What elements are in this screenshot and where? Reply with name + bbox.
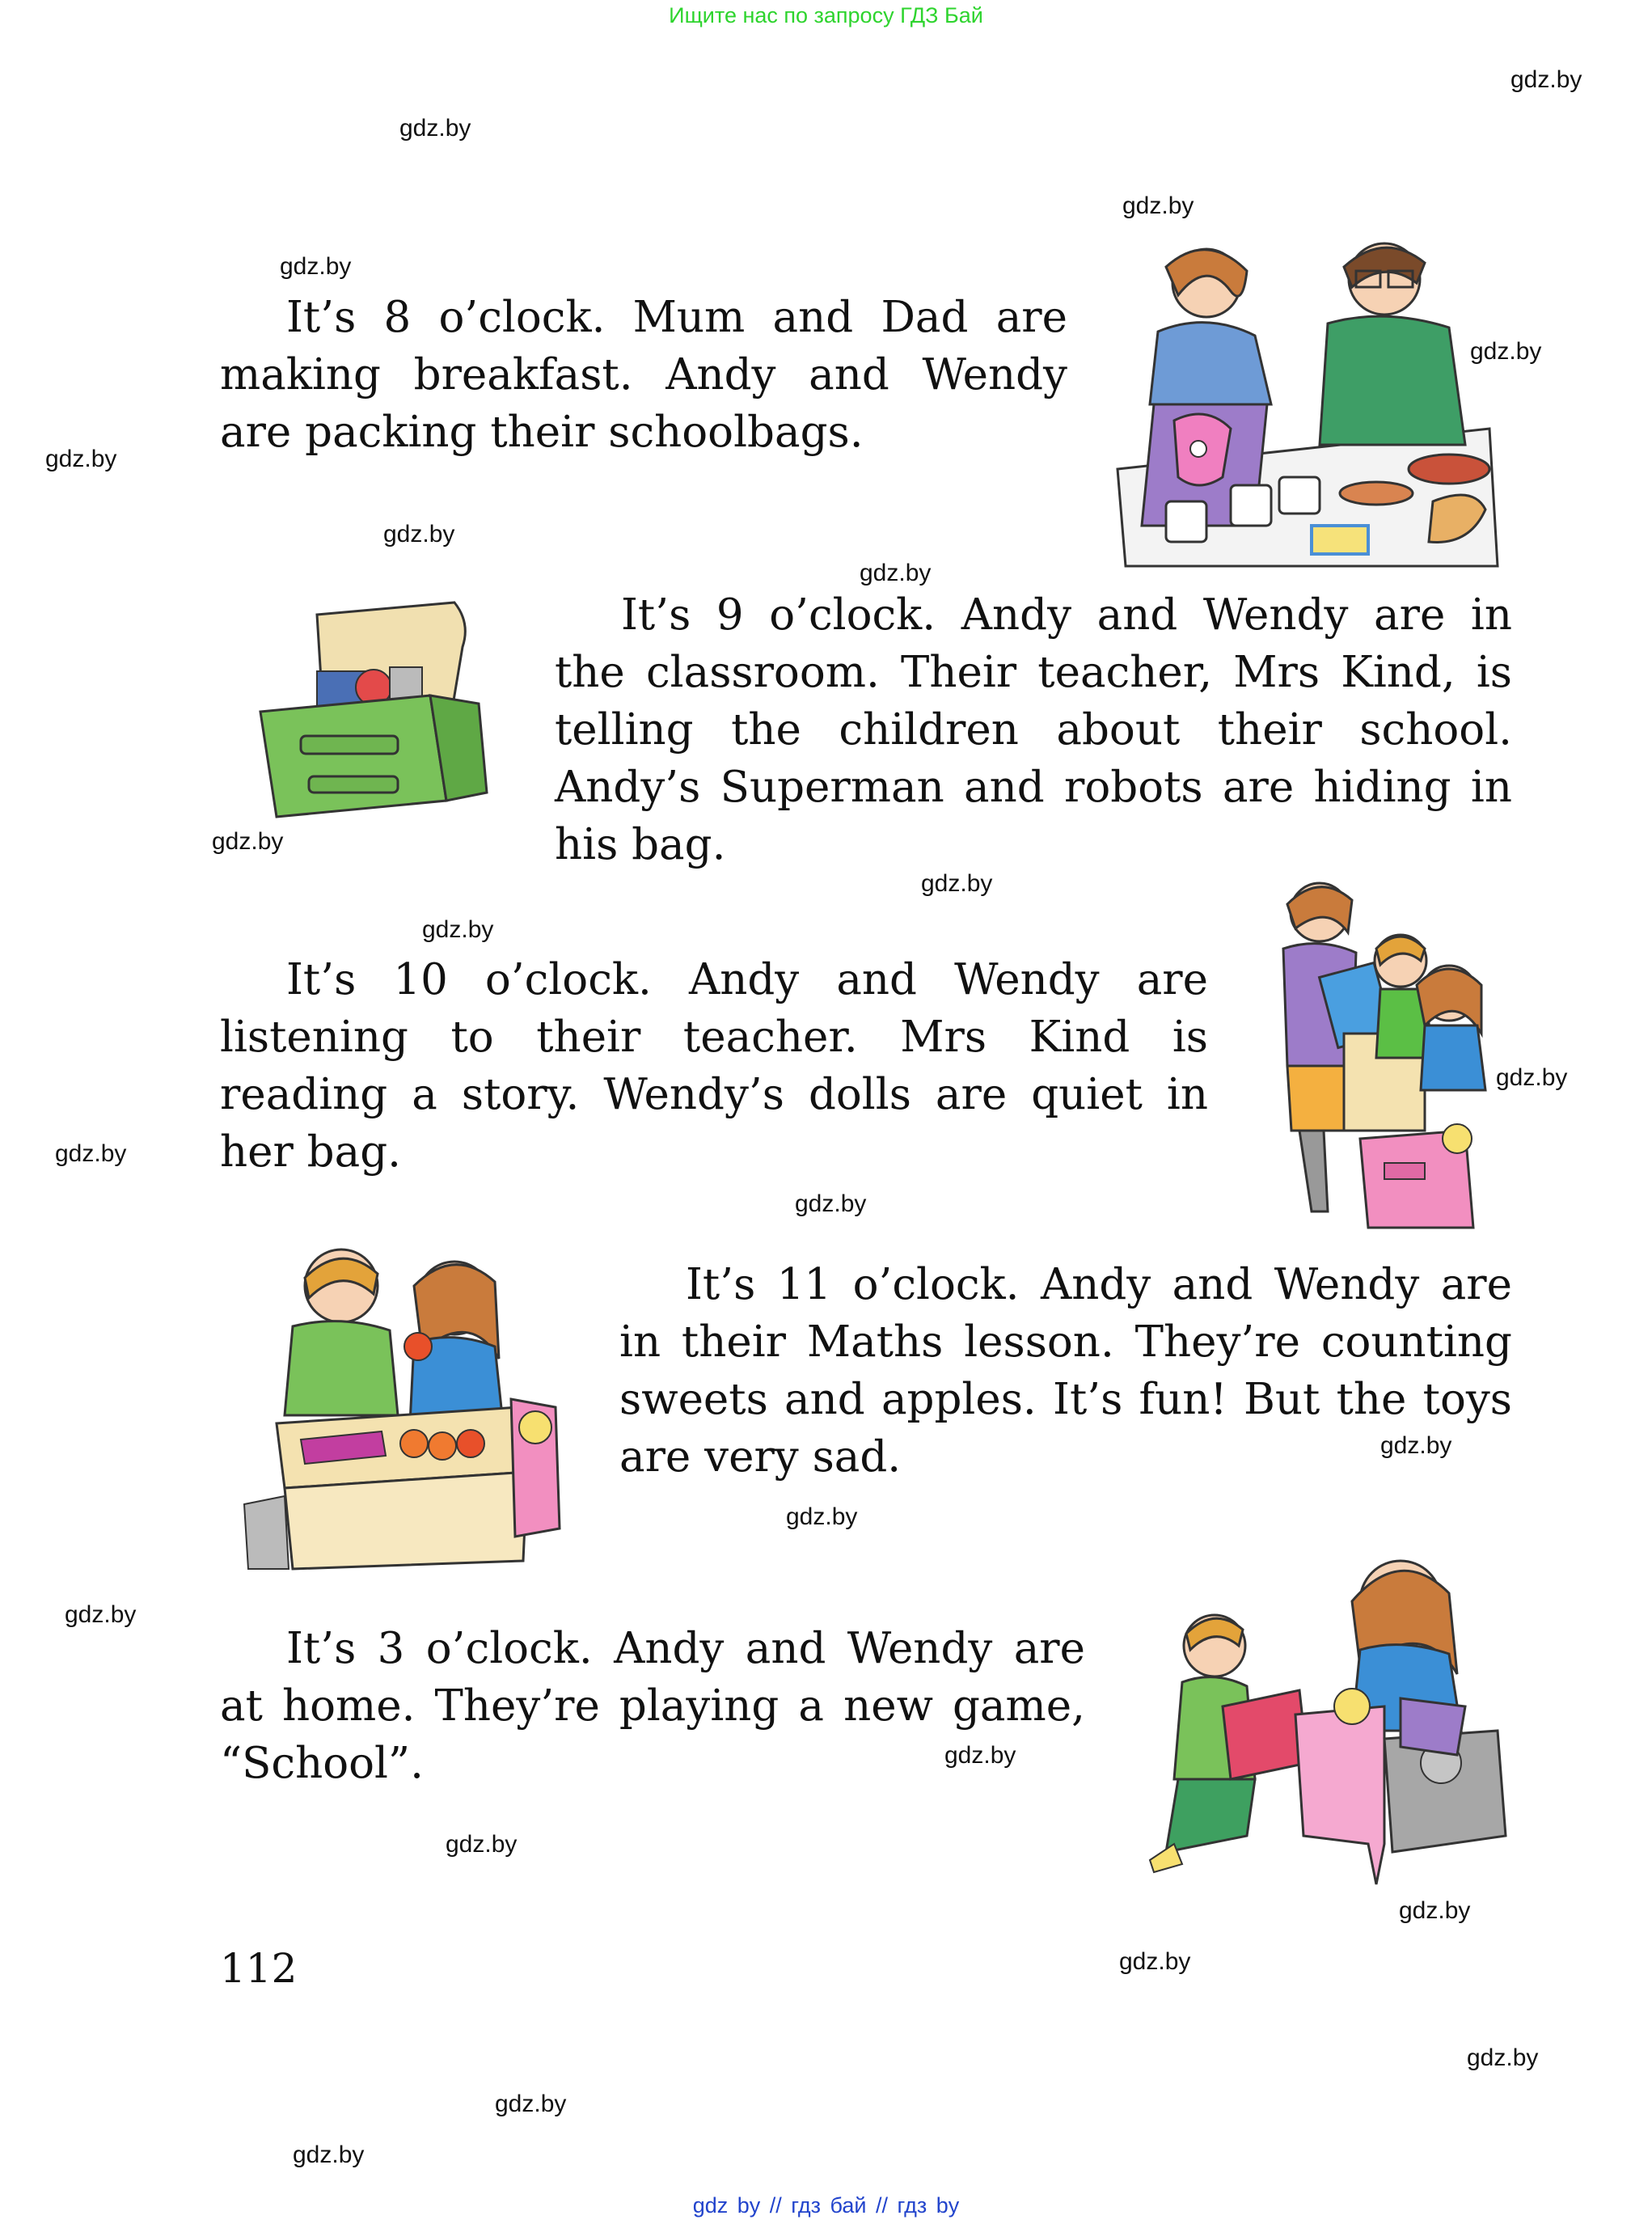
watermark: gdz.by bbox=[422, 916, 494, 943]
watermark: gdz.by bbox=[55, 1140, 127, 1167]
watermark: gdz.by bbox=[795, 1190, 867, 1217]
watermark: gdz.by bbox=[860, 560, 932, 586]
watermark: gdz.by bbox=[383, 521, 455, 548]
watermark: gdz.by bbox=[212, 828, 284, 855]
schoolbag-illustration bbox=[244, 598, 503, 825]
watermark: gdz.by bbox=[1510, 66, 1582, 93]
watermark: gdz.by bbox=[65, 1601, 137, 1628]
watermark: gdz.by bbox=[1122, 192, 1194, 219]
paragraph-11-oclock: It’s 11 o’clock. Andy and Wendy are in their Maths lesson. They’re counting sweets and apples. It’s fun! But the toys are very sad. bbox=[619, 1260, 1512, 1482]
watermark: gdz.by bbox=[293, 2142, 365, 2168]
watermark: gdz.by bbox=[1470, 338, 1542, 365]
watermark: gdz.by bbox=[1399, 1897, 1471, 1924]
teacher-reading-illustration bbox=[1263, 872, 1506, 1236]
paragraph-9-oclock: It’s 9 o’clock. Andy and Wendy are in the classroom. Their teacher, Mrs Kind, is telling the children about their school. Andy’s Superman and robots are hiding in his bag. bbox=[555, 590, 1512, 869]
watermark: gdz.by bbox=[45, 446, 117, 472]
watermark: gdz.by bbox=[446, 1831, 518, 1858]
watermark: gdz.by bbox=[1467, 2044, 1539, 2071]
watermark: gdz.by bbox=[921, 870, 993, 897]
family-breakfast-illustration bbox=[1109, 235, 1506, 574]
page-number: 112 bbox=[220, 1945, 298, 1992]
watermark: gdz.by bbox=[1119, 1948, 1191, 1975]
paragraph-10-oclock: It’s 10 o’clock. Andy and Wendy are listening to their teacher. Mrs Kind is reading a story. Wendy’s dolls are quiet in her bag. bbox=[220, 955, 1208, 1177]
footer-links[interactable]: gdz by // гдз бай // гдз by bbox=[692, 2193, 960, 2218]
watermark: gdz.by bbox=[399, 115, 471, 142]
watermark: gdz.by bbox=[495, 2091, 567, 2117]
watermark: gdz.by bbox=[1496, 1064, 1568, 1091]
watermark: gdz.by bbox=[280, 253, 352, 280]
watermark: gdz.by bbox=[786, 1503, 858, 1530]
maths-lesson-illustration bbox=[228, 1237, 568, 1585]
playing-school-illustration bbox=[1142, 1545, 1522, 1892]
top-banner[interactable]: Ищите нас по запросу ГДЗ Бай bbox=[669, 3, 983, 27]
paragraph-8-oclock: It’s 8 o’clock. Mum and Dad are making breakfast. Andy and Wendy are packing their schoolbags. bbox=[220, 293, 1067, 457]
watermark: gdz.by bbox=[1380, 1432, 1452, 1459]
paragraph-3-oclock: It’s 3 o’clock. Andy and Wendy are at home. They’re playing a new game, “School”. bbox=[220, 1624, 1085, 1788]
watermark: gdz.by bbox=[944, 1742, 1016, 1769]
